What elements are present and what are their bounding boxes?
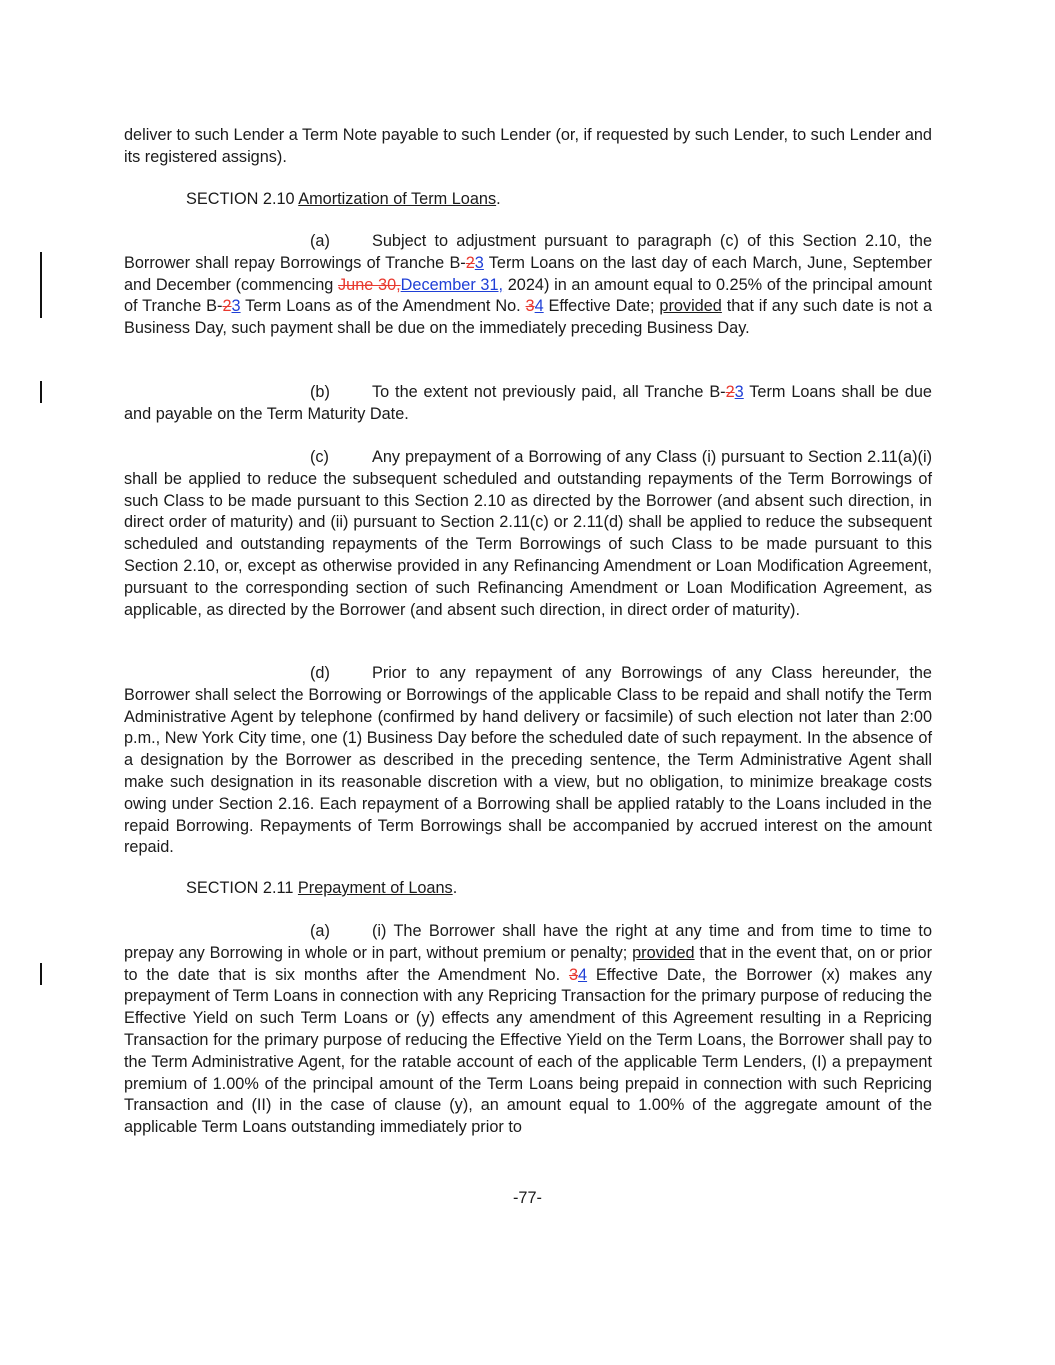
section-2-10-heading: SECTION 2.10 Amortization of Term Loans.: [186, 190, 501, 208]
paragraph-text: 2024) in an amount equal to 0.25% of the principal amount of Tranche B-: [124, 275, 933, 316]
section-number: SECTION 2.11: [186, 879, 294, 897]
page-number: -77-: [513, 1189, 542, 1207]
deleted-text: 2: [465, 253, 475, 272]
deleted-text: June 30,: [338, 275, 401, 294]
section-2-11-heading: SECTION 2.11 Prepayment of Loans.: [186, 879, 458, 897]
paragraph-label: (c): [310, 448, 329, 466]
inserted-text: 3: [231, 297, 241, 316]
provided-term: provided: [659, 297, 722, 316]
paragraph-text: Any prepayment of a Borrowing of any Class (i) pursuant to Section 2.11(a)(i) shall be applied to reduce the subsequent scheduled and outstanding repayments of the Term Borrowings of such Class to be made pursuant to this Section 2.10 as directed by the Borrower (and absent such direction, in direct order of maturity) and (ii) pursuant to Section 2.11(c) or 2.11(d) shall be applied to reduce the subsequent scheduled and outstanding repayments of the Term Borrowings of such Class to be made pursuant to this Section 2.10, or, except as otherwise provided in any Refinancing Amendment or Loan Modification Agreement, pursuant to the corresponding section of such Refinancing Amendment or Loan Modification Agreement, as applicable, as directed by the Borrower (and absent such direction, in direct order of maturity).: [124, 448, 932, 619]
inserted-text: 4: [578, 965, 588, 984]
paragraph-label: (d): [310, 664, 330, 682]
deleted-text: 3: [568, 965, 579, 984]
deleted-text: 3: [525, 297, 535, 316]
deleted-text: 2: [222, 297, 232, 316]
paragraph-label: (a): [310, 232, 330, 250]
paragraph-2-11-a: [124, 921, 932, 1139]
paragraph-text: Term Loans shall be due and payable on the Term Maturity Date.: [124, 383, 932, 423]
change-bar: [40, 252, 42, 318]
paragraph-text: that in the event that, on or prior to the date that is six months after the Amendment No.: [124, 943, 932, 984]
paragraph-2-10-d: [124, 663, 932, 859]
deleted-text: 2: [725, 383, 735, 401]
paragraph-text: Effective Date;: [543, 297, 660, 316]
paragraph-text: Prior to any repayment of any Borrowings of any Class hereunder, the Borrower shall select the Borrowing or Borrowings of the applicable Class to be repaid and shall notify the Term Administrative Agent by telephone (confirmed by hand delivery or facsimile) of such election not later than 2:00 p.m., New York City time, one (1) Business Day before the scheduled date of such repayment. In the absence of a designation by the Borrower as described in the preceding sentence, the Term Administrative Agent shall make such designation in its reasonable discretion with a view, but no obligation, to minimize breakage costs owing under Section 2.16. Each repayment of a Borrowing shall be applied ratably to the Loans included in the repaid Borrowing. Repayments of Term Borrowings shall be accompanied by accrued interest on the amount repaid.: [124, 664, 932, 857]
section-title: Prepayment of Loans: [297, 879, 453, 897]
paragraph-2-10-a: [124, 231, 932, 340]
paragraph-text: Term Loans as of the Amendment No.: [240, 297, 526, 316]
paragraph-text: that if any such date is not a Business Day, such payment shall be due on the immediately preceding Business Day.: [124, 297, 933, 338]
paragraph-label: (b): [310, 383, 330, 401]
inserted-text: 3: [474, 253, 484, 272]
paragraph-2-10-c: [124, 447, 932, 621]
section-title: Amortization of Term Loans: [298, 190, 497, 208]
paragraph-text: Subject to adjustment pursuant to paragraph (c) of this Section 2.10, the Borrower shall repay Borrowings of Tranche B-: [124, 232, 932, 272]
inserted-text: 3: [734, 383, 744, 401]
inserted-text: 4: [534, 297, 544, 316]
paragraph-text: To the extent not previously paid, all Tranche B-: [372, 383, 726, 401]
section-number: SECTION 2.10: [186, 190, 295, 208]
paragraph-label: (a): [310, 922, 330, 940]
provided-term: provided: [632, 943, 695, 962]
paragraph-2-10-b: [124, 382, 932, 426]
carryover-paragraph: [124, 125, 932, 169]
paragraph-text: Term Loans on the last day of each March, June, September and December (commencing: [124, 253, 932, 294]
inserted-text: December 31,: [400, 275, 504, 294]
paragraph-text: Effective Date, the Borrower (x) makes any prepayment of Term Loans in connection with any Repricing Transaction for the primary purpose of reducing the Effective Yield on such Term Loans or (y) effects any amendment of this Agreement resulting in a Repricing Transaction for the primary purpose of reducing the Effective Yield on the Term Loans, the Borrower shall pay to the Term Administrative Agent, for the ratable account of each of the applicable Term Lenders, (I) a prepayment premium of 1.00% of the principal amount of the Term Loans being prepaid in connection with such Repricing Transaction and (II) in the case of clause (y), an amount equal to 1.00% of the aggregate amount of the applicable Term Loans outstanding immediately prior to: [124, 965, 932, 1137]
change-bar: [40, 963, 42, 985]
change-bar: [40, 381, 42, 403]
paragraph-text: (i) The Borrower shall have the right at any time and from time to time to prepay any Borrowing in whole or in part, without premium or penalty;: [124, 922, 932, 962]
carryover-text: deliver to such Lender a Term Note payable to such Lender (or, if requested by such Lender, to such Lender and its registered assigns).: [124, 126, 932, 166]
